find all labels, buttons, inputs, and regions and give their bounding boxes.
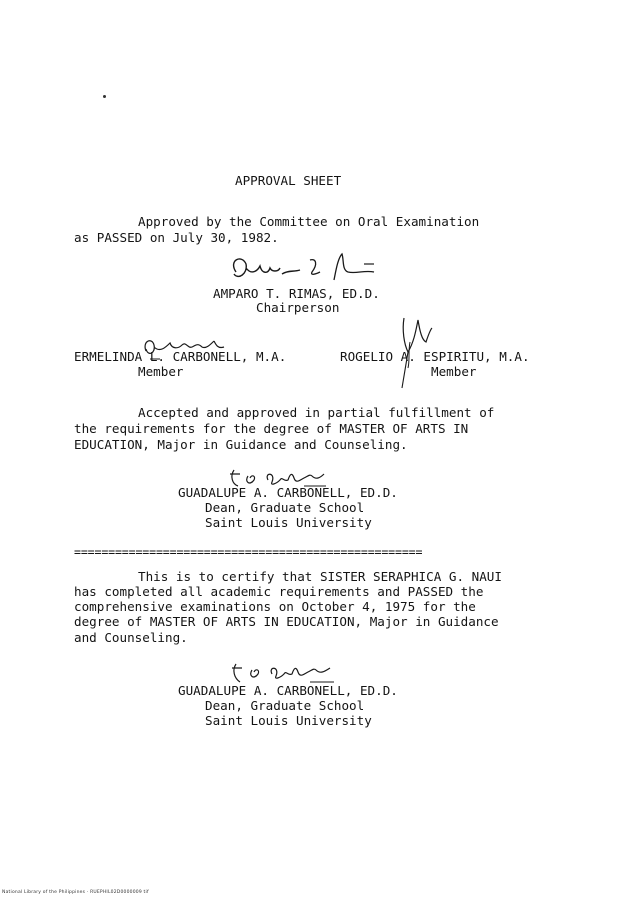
approval-line-2: as PASSED on July 30, 1982. — [74, 230, 279, 245]
certification-line-2: has completed all academic requirements and PASSED the — [74, 584, 484, 599]
acceptance-line-3: EDUCATION, Major in Guidance and Counseling. — [74, 437, 408, 452]
dean-2-title: Dean, Graduate School — [205, 698, 365, 713]
scan-footer: National Library of the Philippines · RUEPHIL02D0000009 tif — [2, 890, 149, 895]
chairperson-signature — [224, 250, 394, 290]
certification-line-1: This is to certify that SISTER SERAPHICA G. NAUI — [138, 569, 502, 584]
dean-1-title: Dean, Graduate School — [205, 500, 365, 515]
certification-line-5: and Counseling. — [74, 630, 188, 645]
dean-1-school: Saint Louis University — [205, 515, 372, 530]
approval-sheet-title: APPROVAL SHEET — [235, 173, 342, 188]
member-left-name: ERMELINDA L. CARBONELL, M.A. — [74, 349, 287, 364]
certification-line-3: comprehensive examinations on October 4, 1975 for the — [74, 599, 476, 614]
member-left-role: Member — [138, 364, 184, 379]
chairperson-role: Chairperson — [256, 300, 340, 315]
chairperson-name: AMPARO T. RIMAS, ED.D. — [213, 286, 380, 301]
section-divider: =================================================== — [74, 545, 423, 559]
dean-2-school: Saint Louis University — [205, 713, 372, 728]
approval-line-1: Approved by the Committee on Oral Examination — [138, 214, 480, 229]
member-right-role: Member — [431, 364, 477, 379]
acceptance-line-2: the requirements for the degree of MASTER OF ARTS IN — [74, 421, 469, 436]
acceptance-line-1: Accepted and approved in partial fulfillment of — [138, 405, 495, 420]
dean-2-name: GUADALUPE A. CARBONELL, ED.D. — [178, 683, 398, 698]
certification-line-4: degree of MASTER OF ARTS IN EDUCATION, Major in Guidance — [74, 614, 499, 629]
member-right-name: ROGELIO A. ESPIRITU, M.A. — [340, 349, 530, 364]
dean-1-name: GUADALUPE A. CARBONELL, ED.D. — [178, 485, 398, 500]
scan-speck — [103, 95, 106, 98]
